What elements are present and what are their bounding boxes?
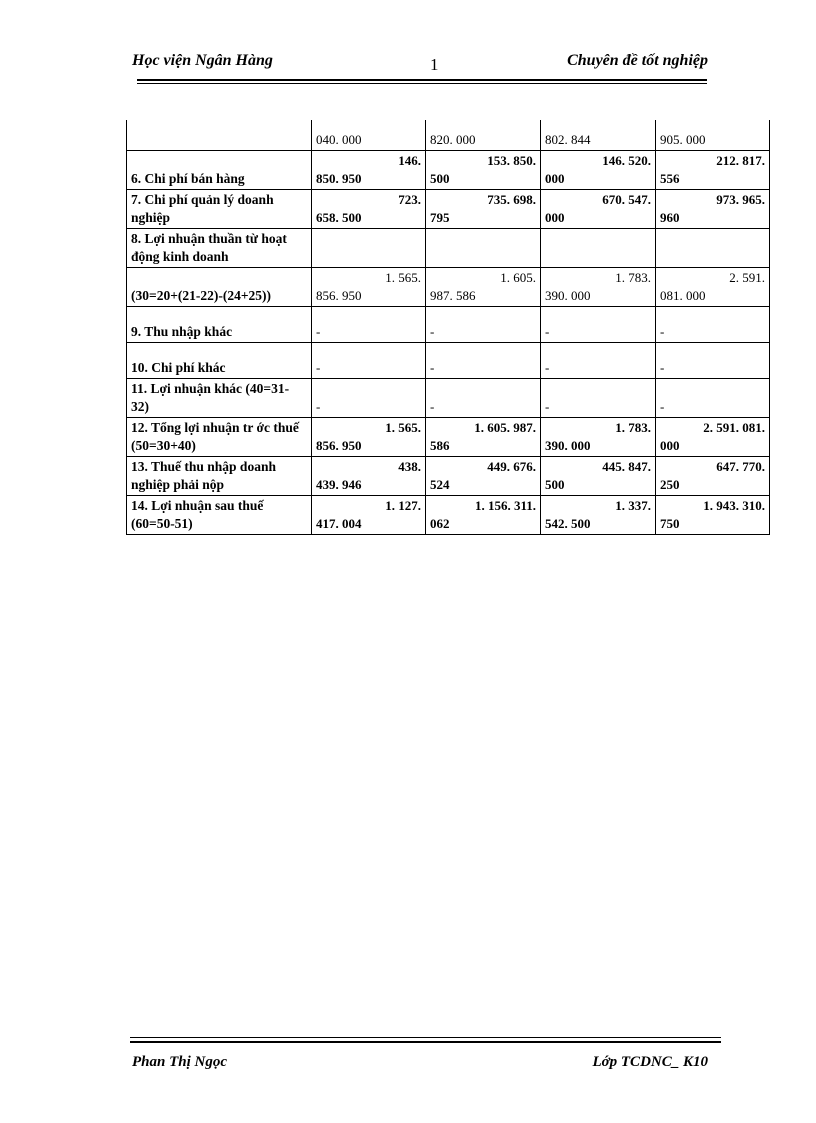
table-row [127, 120, 770, 150]
value-line-2: - [545, 323, 550, 339]
value-cell [426, 267, 541, 306]
value-line-2: - [430, 359, 435, 375]
value-line-1: 1. 565. [385, 269, 421, 285]
value-line-1: 647. 770. [716, 458, 765, 474]
row-label: 11. Lợi nhuận khác (40=31-32) [127, 378, 312, 417]
value-cell [426, 228, 541, 267]
value-cell [541, 267, 656, 306]
value-cell [312, 306, 426, 342]
value-line-1: 2. 591. [729, 269, 765, 285]
value-line-2: - [545, 398, 550, 414]
table-row [127, 342, 770, 378]
table-row [127, 495, 770, 534]
value-line-2: 390. 000 [545, 437, 591, 453]
financial-table [126, 120, 770, 535]
value-cell [541, 189, 656, 228]
value-cell [312, 120, 426, 150]
financial-table-body [127, 120, 770, 534]
value-cell [541, 120, 656, 150]
value-line-2: 062 [430, 515, 450, 531]
value-cell [426, 306, 541, 342]
value-line-1: 1. 605. [500, 269, 536, 285]
value-line-1: 146. [398, 152, 421, 168]
value-line-1: 1. 783. [615, 419, 651, 435]
footer-author: Phan Thị Ngọc [132, 1054, 228, 1070]
value-line-2: 500 [430, 170, 450, 186]
row-label: 14. Lợi nhuận sau thuế (60=50-51) [127, 495, 312, 534]
value-line-1: 445. 847. [602, 458, 651, 474]
header-rule-bottom [137, 83, 707, 84]
value-cell [541, 150, 656, 189]
value-cell [541, 342, 656, 378]
value-cell [312, 342, 426, 378]
value-line-2: 658. 500 [316, 209, 362, 225]
row-label: 10. Chi phí khác [127, 342, 312, 378]
value-line-1: 146. 520. [602, 152, 651, 168]
value-line-1: 2. 591. 081. [703, 419, 765, 435]
value-cell [656, 417, 770, 456]
value-line-1: 1. 783. [615, 269, 651, 285]
value-line-2: 802. 844 [545, 131, 591, 147]
value-cell [541, 417, 656, 456]
value-line-2: - [316, 323, 321, 339]
value-line-2: 905. 000 [660, 131, 706, 147]
value-line-2: 856. 950 [316, 437, 362, 453]
value-line-2: - [545, 359, 550, 375]
value-line-2: - [430, 398, 435, 414]
table-row [127, 456, 770, 495]
value-line-1: 1. 565. [385, 419, 421, 435]
value-cell [426, 189, 541, 228]
value-line-2: 000 [545, 209, 565, 225]
value-cell [426, 120, 541, 150]
value-cell [426, 342, 541, 378]
value-cell [656, 267, 770, 306]
value-line-2: 960 [660, 209, 680, 225]
footer-rule-bottom [130, 1041, 721, 1043]
value-line-2: 081. 000 [660, 287, 706, 303]
value-line-2: 850. 950 [316, 170, 362, 186]
value-line-1: 449. 676. [487, 458, 536, 474]
value-line-2: 524 [430, 476, 450, 492]
row-label: (30=20+(21-22)-(24+25)) [127, 267, 312, 306]
table-row [127, 189, 770, 228]
table-row [127, 378, 770, 417]
value-line-2: 439. 946 [316, 476, 362, 492]
value-cell [312, 417, 426, 456]
header-left-title: Học viện Ngân Hàng [132, 52, 273, 69]
row-label: 9. Thu nhập khác [127, 306, 312, 342]
value-line-1: 1. 943. 310. [703, 497, 765, 513]
table-row [127, 150, 770, 189]
value-line-2: 987. 586 [430, 287, 476, 303]
value-cell [656, 378, 770, 417]
value-cell [656, 228, 770, 267]
value-line-2: 586 [430, 437, 450, 453]
value-cell [656, 306, 770, 342]
value-line-1: 723. [398, 191, 421, 207]
value-line-2: 556 [660, 170, 680, 186]
value-line-2: 856. 950 [316, 287, 362, 303]
value-line-2: 542. 500 [545, 515, 591, 531]
value-line-1: 1. 337. [615, 497, 651, 513]
value-cell [312, 495, 426, 534]
value-cell [656, 120, 770, 150]
value-line-2: 000 [545, 170, 565, 186]
value-line-1: 1. 156. 311. [474, 497, 536, 513]
value-cell [541, 495, 656, 534]
header-rule-top [137, 79, 707, 81]
page-number: 1 [430, 55, 439, 74]
value-line-1: 212. 817. [716, 152, 765, 168]
value-cell [312, 378, 426, 417]
value-line-1: 735. 698. [487, 191, 536, 207]
value-cell [426, 495, 541, 534]
row-label: 6. Chi phí bán hàng [127, 150, 312, 189]
table-row [127, 228, 770, 267]
value-cell [656, 456, 770, 495]
value-line-2: 040. 000 [316, 131, 362, 147]
value-cell [541, 228, 656, 267]
value-cell [656, 150, 770, 189]
value-line-1: 1. 127. [385, 497, 421, 513]
value-line-1: 438. [398, 458, 421, 474]
value-line-2: - [430, 323, 435, 339]
value-cell [312, 267, 426, 306]
row-label: 8. Lợi nhuận thuần từ hoạt động kinh doanh [127, 228, 312, 267]
value-cell [312, 228, 426, 267]
table-row [127, 267, 770, 306]
row-label: 12. Tổng lợi nhuận tr ớc thuế (50=30+40) [127, 417, 312, 456]
value-cell [312, 150, 426, 189]
value-cell [426, 456, 541, 495]
value-cell [426, 378, 541, 417]
value-cell [426, 150, 541, 189]
value-cell [656, 342, 770, 378]
row-label [127, 120, 312, 150]
value-cell [541, 456, 656, 495]
value-cell [426, 417, 541, 456]
value-cell [312, 456, 426, 495]
value-line-2: 000 [660, 437, 680, 453]
value-line-2: 390. 000 [545, 287, 591, 303]
value-line-2: 250 [660, 476, 680, 492]
value-cell [656, 495, 770, 534]
table-row [127, 306, 770, 342]
value-line-2: - [660, 398, 665, 414]
value-line-2: 820. 000 [430, 131, 476, 147]
footer-class: Lớp TCDNC_ K10 [592, 1054, 708, 1070]
value-line-2: 750 [660, 515, 680, 531]
value-line-1: 670. 547. [602, 191, 651, 207]
value-line-1: 973. 965. [716, 191, 765, 207]
table-row [127, 417, 770, 456]
value-line-2: 500 [545, 476, 565, 492]
value-line-1: 153. 850. [487, 152, 536, 168]
value-line-1: 1. 605. 987. [474, 419, 536, 435]
value-line-2: - [660, 359, 665, 375]
header-right-title: Chuyên đề tốt nghiệp [567, 52, 708, 69]
row-label: 7. Chi phí quản lý doanh nghiệp [127, 189, 312, 228]
value-cell [541, 306, 656, 342]
value-line-2: 795 [430, 209, 450, 225]
value-line-2: - [316, 398, 321, 414]
row-label: 13. Thuế thu nhập doanh nghiệp phải nộp [127, 456, 312, 495]
footer-rule-top [130, 1037, 721, 1038]
value-line-2: - [660, 323, 665, 339]
value-cell [656, 189, 770, 228]
value-cell [312, 189, 426, 228]
value-line-2: - [316, 359, 321, 375]
value-line-2: 417. 004 [316, 515, 362, 531]
value-cell [541, 378, 656, 417]
